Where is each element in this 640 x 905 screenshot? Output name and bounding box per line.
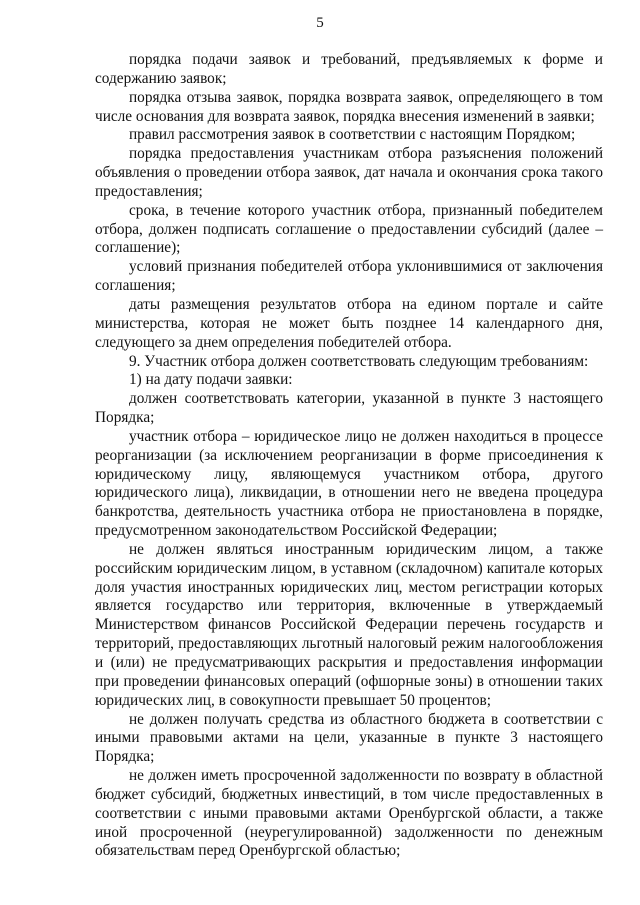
- paragraph: 9. Участник отбора должен соответствовать следующим требованиям:: [129, 352, 589, 370]
- paragraph: участник отбора – юридическое лицо не должен находиться в процессе реорганизации (за исключением реорганизации в форме присоединения к юридическому лицу, являющемуся участником отбора, другого юридического лица), ликвидации, в отношении него не введена процедура банкротства, деятельность участника отбора не приостановлена в порядке, предусмотренном законодательством Российской Федерации;: [95, 427, 603, 540]
- paragraph: порядка предоставления участникам отбора разъяснения положений объявления о проведении отбора заявок, дат начала и окончания срока такого предоставления;: [95, 145, 603, 200]
- paragraph: порядка отзыва заявок, порядка возврата заявок, определяющего в том числе основания для возврата заявок, порядка внесения изменений в заявки;: [95, 88, 603, 125]
- paragraph: порядка подачи заявок и требований, предъявляемых к форме и содержанию заявок;: [95, 51, 603, 87]
- paragraph: даты размещения результатов отбора на едином портале и сайте министерства, которая не может быть позднее 14 календарного дня, следующего за днем определения победителей отбора.: [95, 295, 603, 351]
- paragraph: не должен являться иностранным юридическим лицом, а также российским юридическим лицом, в уставном (складочном) капитале которых доля участия иностранных юридических лиц, местом регистрации которых является государство или территория, включенные в утверждаемый Министерством финансов Российской Федерации перечень государств и территорий, предоставляющих льготный налоговый режим налогообложения и (или) не предусматривающих раскрытия и предоставления информации при проведении финансовых операций (офшорные зоны) в отношении таких юридических лиц, в совокупности превышает 50 процентов;: [95, 540, 603, 709]
- page-number: 5: [316, 15, 324, 31]
- body-text: [95, 51, 603, 861]
- paragraph: должен соответствовать категории, указанной в пункте 3 настоящего Порядка;: [95, 390, 603, 427]
- paragraph: не должен иметь просроченной задолженности по возврату в областной бюджет субсидий, бюджетных инвестиций, в том числе предоставленных в соответствии с иными правовыми актами Оренбургской области, а также иной просроченной (неурегулированной) задолженности по денежным обязательствам перед Оренбургской областью;: [95, 767, 603, 860]
- paragraph: условий признания победителей отбора уклонившимися от заключения соглашения;: [95, 258, 603, 295]
- paragraph: правил рассмотрения заявок в соответствии с настоящим Порядком;: [129, 126, 576, 144]
- paragraph: 1) на дату подачи заявки:: [129, 371, 293, 389]
- paragraph: срока, в течение которого участник отбора, признанный победителем отбора, должен подписать соглашение о предоставлении субсидий (далее – соглашение);: [95, 201, 603, 257]
- paragraph: не должен получать средства из областного бюджета в соответствии с иными правовыми актами на цели, указанные в пункте 3 настоящего Порядка;: [95, 710, 603, 766]
